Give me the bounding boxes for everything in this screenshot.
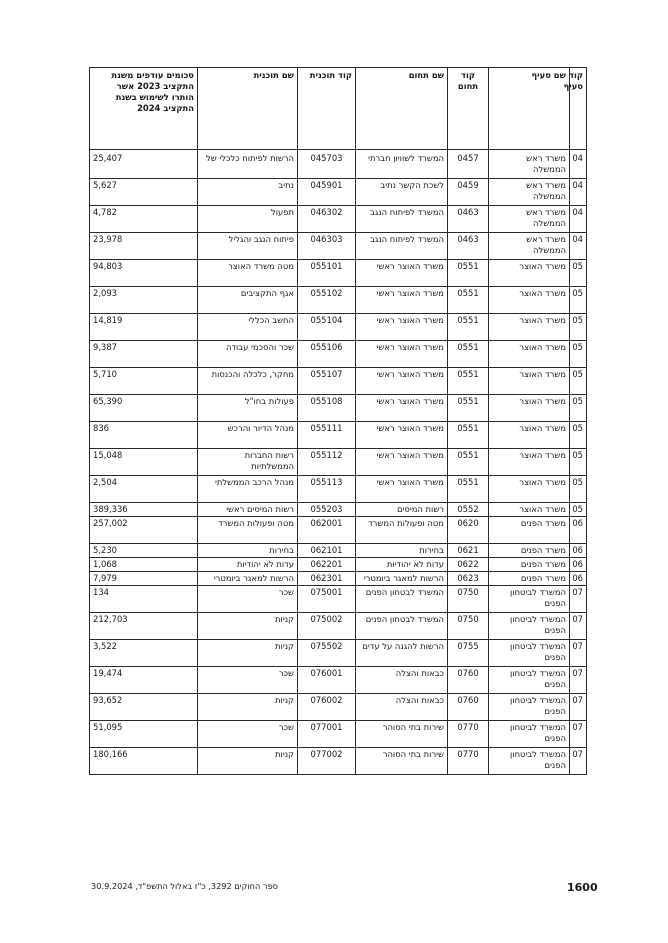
program-code-cell: 055101: [298, 260, 356, 287]
section-name-cell: משרד ראש הממשלה: [489, 206, 570, 233]
table-row: [90, 260, 587, 287]
program-name-cell: אגף התקציבים: [198, 287, 298, 314]
program-code-cell: 045901: [298, 179, 356, 206]
section-code-cell: 05: [570, 341, 587, 368]
section-name-cell: המשרד לביטחון הפנים: [489, 694, 570, 721]
field-name-cell: הרשות להגנה על עדים: [356, 640, 448, 667]
section-name-cell: המשרד לביטחון הפנים: [489, 586, 570, 613]
amount-cell: 5,230: [90, 544, 198, 558]
program-name-cell: מנהל הדיור והרכש: [198, 422, 298, 449]
table-row: [90, 640, 587, 667]
amount-cell: 4,782: [90, 206, 198, 233]
header-field-code: קוד תחום: [448, 68, 489, 150]
field-name-cell: המשרד לבטחון הפנים: [356, 613, 448, 640]
section-name-cell: משרד הפנים: [489, 558, 570, 572]
program-code-cell: 062301: [298, 572, 356, 586]
section-code-cell: 05: [570, 476, 587, 503]
field-name-cell: לשכת הקשר נתיב: [356, 179, 448, 206]
section-code-cell: 04: [570, 179, 587, 206]
table-row: [90, 544, 587, 558]
amount-cell: 25,407: [90, 150, 198, 179]
table-row: [90, 150, 587, 179]
section-code-cell: 07: [570, 613, 587, 640]
program-name-cell: שכר: [198, 721, 298, 748]
amount-cell: 2,093: [90, 287, 198, 314]
field-code-cell: 0620: [448, 517, 489, 544]
section-code-cell: 05: [570, 503, 587, 517]
field-name-cell: כבאות והצלה: [356, 694, 448, 721]
program-code-cell: 055108: [298, 395, 356, 422]
section-name-cell: משרד הפנים: [489, 544, 570, 558]
section-code-cell: 05: [570, 260, 587, 287]
header-field-name: שם תחום: [356, 68, 448, 150]
program-name-cell: מטה משרד האוצר: [198, 260, 298, 287]
program-code-cell: 062001: [298, 517, 356, 544]
section-name-cell: משרד האוצר: [489, 422, 570, 449]
field-name-cell: משרד האוצר ראשי: [356, 395, 448, 422]
table-row: [90, 449, 587, 476]
field-name-cell: עדות לא יהודיות: [356, 558, 448, 572]
field-code-cell: 0551: [448, 260, 489, 287]
table-row: [90, 206, 587, 233]
field-code-cell: 0750: [448, 586, 489, 613]
program-code-cell: 055104: [298, 314, 356, 341]
program-name-cell: שכר: [198, 667, 298, 694]
field-code-cell: 0623: [448, 572, 489, 586]
table-row: [90, 368, 587, 395]
section-code-cell: 06: [570, 517, 587, 544]
field-code-cell: 0551: [448, 341, 489, 368]
section-code-cell: 04: [570, 206, 587, 233]
field-code-cell: 0770: [448, 748, 489, 775]
field-code-cell: 0760: [448, 667, 489, 694]
field-code-cell: 0457: [448, 150, 489, 179]
amount-cell: 94,803: [90, 260, 198, 287]
section-code-cell: 07: [570, 586, 587, 613]
amount-cell: 5,710: [90, 368, 198, 395]
amount-cell: 3,522: [90, 640, 198, 667]
amount-cell: 7,979: [90, 572, 198, 586]
field-code-cell: 0463: [448, 233, 489, 260]
program-code-cell: 062201: [298, 558, 356, 572]
table-row: [90, 517, 587, 544]
amount-cell: 389,336: [90, 503, 198, 517]
section-code-cell: 04: [570, 150, 587, 179]
field-name-cell: משרד האוצר ראשי: [356, 314, 448, 341]
section-name-cell: משרד ראש הממשלה: [489, 179, 570, 206]
table-row: [90, 694, 587, 721]
field-code-cell: 0551: [448, 422, 489, 449]
program-code-cell: 046303: [298, 233, 356, 260]
program-name-cell: קניות: [198, 694, 298, 721]
program-code-cell: 055106: [298, 341, 356, 368]
amount-cell: 134: [90, 586, 198, 613]
program-code-cell: 055113: [298, 476, 356, 503]
program-code-cell: 076001: [298, 667, 356, 694]
program-name-cell: שכר: [198, 586, 298, 613]
section-name-cell: המשרד לביטחון הפנים: [489, 748, 570, 775]
field-name-cell: שירות בתי הסוהר: [356, 721, 448, 748]
program-name-cell: הרשות לפיתוח כלכלי של: [198, 150, 298, 179]
program-code-cell: 046302: [298, 206, 356, 233]
header-amount: סכומים עודפים משנת התקציב 2023 אשר הותרו לשימוש בשנת התקציב 2024: [90, 68, 198, 150]
program-code-cell: 055107: [298, 368, 356, 395]
field-name-cell: שירות בתי הסוהר: [356, 748, 448, 775]
field-name-cell: המשרד לשוויון חברתי: [356, 150, 448, 179]
program-name-cell: פעולות בחו"ל: [198, 395, 298, 422]
field-code-cell: 0755: [448, 640, 489, 667]
amount-cell: 9,387: [90, 341, 198, 368]
table-row: [90, 572, 587, 586]
section-code-cell: 05: [570, 287, 587, 314]
field-name-cell: בחירות: [356, 544, 448, 558]
program-code-cell: 075002: [298, 613, 356, 640]
program-name-cell: הרשות למאגר ביומטרי: [198, 572, 298, 586]
program-code-cell: 055203: [298, 503, 356, 517]
table-row: [90, 721, 587, 748]
table-row: [90, 667, 587, 694]
program-code-cell: 077002: [298, 748, 356, 775]
table-row: [90, 287, 587, 314]
field-code-cell: 0551: [448, 395, 489, 422]
program-name-cell: רשות החברות הממשלתיות: [198, 449, 298, 476]
field-name-cell: משרד האוצר ראשי: [356, 260, 448, 287]
program-name-cell: שכר והסכמי עבודה: [198, 341, 298, 368]
section-name-cell: המשרד לביטחון הפנים: [489, 640, 570, 667]
table-row: [90, 476, 587, 503]
field-name-cell: הרשות למאגר ביומטרי: [356, 572, 448, 586]
section-name-cell: משרד האוצר: [489, 476, 570, 503]
page-number: 1600: [567, 881, 598, 894]
field-name-cell: המשרד לפיתוח הנגב: [356, 233, 448, 260]
program-code-cell: 055111: [298, 422, 356, 449]
table-row: [90, 233, 587, 260]
section-code-cell: 06: [570, 558, 587, 572]
table-row: [90, 314, 587, 341]
program-code-cell: 045703: [298, 150, 356, 179]
program-name-cell: קניות: [198, 613, 298, 640]
header-program-name: שם תוכנית: [198, 68, 298, 150]
section-name-cell: המשרד לביטחון הפנים: [489, 613, 570, 640]
section-name-cell: משרד האוצר: [489, 503, 570, 517]
program-code-cell: 055112: [298, 449, 356, 476]
section-code-cell: 07: [570, 721, 587, 748]
field-name-cell: המשרד לפיתוח הנגב: [356, 206, 448, 233]
section-code-cell: 07: [570, 667, 587, 694]
field-code-cell: 0770: [448, 721, 489, 748]
table-row: [90, 341, 587, 368]
program-name-cell: קניות: [198, 748, 298, 775]
field-name-cell: משרד האוצר ראשי: [356, 368, 448, 395]
table-row: [90, 422, 587, 449]
section-code-cell: 04: [570, 233, 587, 260]
table-row: [90, 395, 587, 422]
section-name-cell: משרד האוצר: [489, 287, 570, 314]
table-body: [90, 150, 587, 775]
program-name-cell: מנהל הרכב הממשלתי: [198, 476, 298, 503]
section-code-cell: 05: [570, 314, 587, 341]
amount-cell: 180,166: [90, 748, 198, 775]
program-name-cell: בחירות: [198, 544, 298, 558]
program-name-cell: נתיב: [198, 179, 298, 206]
amount-cell: 93,652: [90, 694, 198, 721]
field-name-cell: המשרד לבטחון הפנים: [356, 586, 448, 613]
section-name-cell: משרד האוצר: [489, 314, 570, 341]
program-code-cell: 062101: [298, 544, 356, 558]
program-name-cell: קניות: [198, 640, 298, 667]
section-code-cell: 07: [570, 694, 587, 721]
section-name-cell: משרד ראש הממשלה: [489, 233, 570, 260]
field-code-cell: 0621: [448, 544, 489, 558]
table-row: [90, 503, 587, 517]
section-name-cell: משרד ראש הממשלה: [489, 150, 570, 179]
section-code-cell: 06: [570, 572, 587, 586]
header-program-code: קוד תוכנית: [298, 68, 356, 150]
section-name-cell: משרד האוצר: [489, 449, 570, 476]
amount-cell: 23,978: [90, 233, 198, 260]
amount-cell: 2,504: [90, 476, 198, 503]
field-code-cell: 0551: [448, 314, 489, 341]
amount-cell: 5,627: [90, 179, 198, 206]
publication-footer: ספר החוקים 3292, כ"ז באלול התשפ"ד, 30.9.2024: [91, 881, 278, 891]
amount-cell: 51,095: [90, 721, 198, 748]
program-code-cell: 075502: [298, 640, 356, 667]
field-code-cell: 0463: [448, 206, 489, 233]
section-code-cell: 05: [570, 395, 587, 422]
program-name-cell: מטה ופעולות המשרד: [198, 517, 298, 544]
field-code-cell: 0459: [448, 179, 489, 206]
field-name-cell: רשות המיסים: [356, 503, 448, 517]
table-header-row: [90, 68, 587, 150]
field-name-cell: משרד האוצר ראשי: [356, 422, 448, 449]
amount-cell: 15,048: [90, 449, 198, 476]
field-name-cell: כבאות והצלה: [356, 667, 448, 694]
program-code-cell: 077001: [298, 721, 356, 748]
section-name-cell: משרד הפנים: [489, 572, 570, 586]
program-name-cell: תפעול: [198, 206, 298, 233]
field-code-cell: 0551: [448, 449, 489, 476]
section-code-cell: 05: [570, 368, 587, 395]
field-name-cell: משרד האוצר ראשי: [356, 449, 448, 476]
field-code-cell: 0551: [448, 287, 489, 314]
field-code-cell: 0760: [448, 694, 489, 721]
field-name-cell: משרד האוצר ראשי: [356, 287, 448, 314]
field-name-cell: משרד האוצר ראשי: [356, 341, 448, 368]
program-name-cell: החשב הכללי: [198, 314, 298, 341]
section-code-cell: 07: [570, 640, 587, 667]
section-name-cell: משרד האוצר: [489, 395, 570, 422]
field-code-cell: 0552: [448, 503, 489, 517]
section-name-cell: משרד האוצר: [489, 260, 570, 287]
section-name-cell: משרד האוצר: [489, 368, 570, 395]
field-name-cell: מטה ופעולות המשרד: [356, 517, 448, 544]
program-name-cell: מחקר, כלכלה והכנסות: [198, 368, 298, 395]
amount-cell: 19,474: [90, 667, 198, 694]
field-code-cell: 0622: [448, 558, 489, 572]
header-section-code: קוד סעיף: [570, 68, 587, 150]
field-name-cell: משרד האוצר ראשי: [356, 476, 448, 503]
field-code-cell: 0551: [448, 476, 489, 503]
budget-table: [89, 67, 587, 775]
section-code-cell: 07: [570, 748, 587, 775]
section-code-cell: 06: [570, 544, 587, 558]
amount-cell: 1,068: [90, 558, 198, 572]
field-code-cell: 0750: [448, 613, 489, 640]
table-row: [90, 748, 587, 775]
section-name-cell: משרד הפנים: [489, 517, 570, 544]
program-name-cell: רשות המיסים ראשי: [198, 503, 298, 517]
section-name-cell: המשרד לביטחון הפנים: [489, 721, 570, 748]
table-row: [90, 586, 587, 613]
field-code-cell: 0551: [448, 368, 489, 395]
amount-cell: 836: [90, 422, 198, 449]
section-code-cell: 05: [570, 449, 587, 476]
amount-cell: 65,390: [90, 395, 198, 422]
section-code-cell: 05: [570, 422, 587, 449]
program-code-cell: 055102: [298, 287, 356, 314]
section-name-cell: המשרד לביטחון הפנים: [489, 667, 570, 694]
amount-cell: 212,703: [90, 613, 198, 640]
table-row: [90, 613, 587, 640]
header-section-name: שם סעיף: [489, 68, 570, 150]
program-code-cell: 075001: [298, 586, 356, 613]
table-row: [90, 179, 587, 206]
program-code-cell: 076002: [298, 694, 356, 721]
table-row: [90, 558, 587, 572]
program-name-cell: עדות לא יהודיות: [198, 558, 298, 572]
section-name-cell: משרד האוצר: [489, 341, 570, 368]
program-name-cell: פיתוח הנגב והגליל: [198, 233, 298, 260]
amount-cell: 14,819: [90, 314, 198, 341]
amount-cell: 257,002: [90, 517, 198, 544]
